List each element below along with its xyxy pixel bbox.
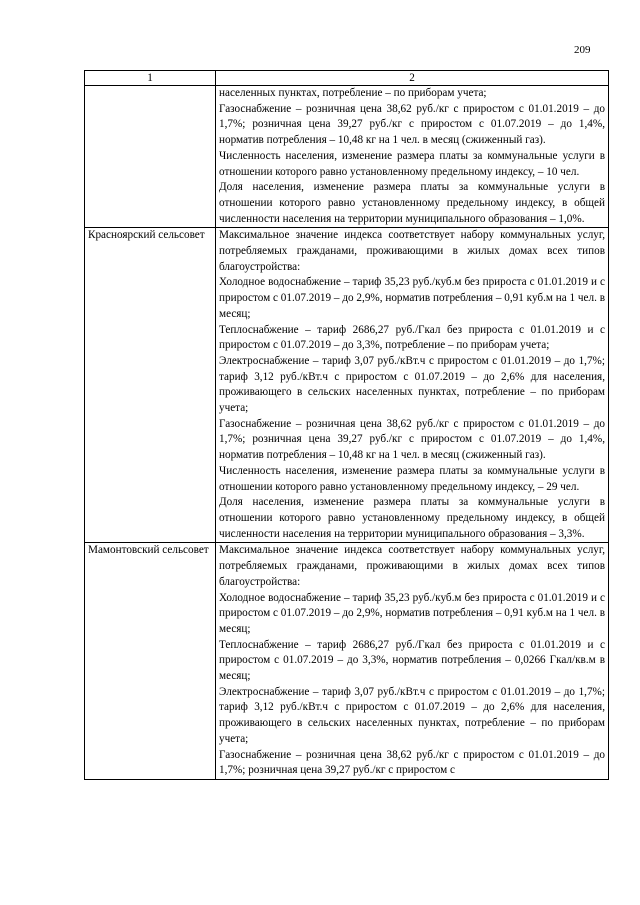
paragraph: Электроснабжение – тариф 3,07 руб./кВт.ч с приростом с 01.01.2019 – до 1,7%; тариф 3,12 руб./кВт.ч с приростом с 01.07.2019 – до 2,6% для населения, проживающего в сельских населенных пунктах, потребление – по приборам учета;: [219, 354, 605, 415]
unit-name: Красноярский сельсовет: [88, 229, 205, 242]
paragraph: Теплоснабжение – тариф 2686,27 руб./Гкал без прироста с 01.01.2019 и с приростом с 01.07.2019 – до 3,3%, норматив потребления – 0,0266 Гкал/кв.м в месяц;: [219, 638, 605, 683]
page-number: 209: [574, 44, 591, 56]
paragraph: населенных пунктах, потребление – по приборам учета;: [219, 87, 487, 99]
paragraph: Газоснабжение – розничная цена 38,62 руб./кг с приростом с 01.01.2019 – до 1,7%; розничная цена 39,27 руб./кг с приростом с: [219, 748, 605, 777]
unit-cell: [85, 228, 216, 543]
description-cell: [216, 543, 609, 780]
description-cell: [216, 86, 609, 228]
column-header-1: 1: [85, 71, 216, 86]
table-header-row: [85, 71, 609, 86]
paragraph: Численность населения, изменение размера платы за коммунальные услуги в отношении которого равно установленному предельному индексу, – 29 чел.: [219, 464, 605, 493]
paragraph: Холодное водоснабжение – тариф 35,23 руб./куб.м без прироста с 01.01.2019 и с приростом с 01.07.2019 – до 2,9%, норматив потребления – 0,91 куб.м на 1 чел. в месяц;: [219, 276, 605, 320]
table-row: [85, 228, 609, 543]
paragraph: Газоснабжение – розничная цена 38,62 руб./кг с приростом с 01.01.2019 – до 1,7%; розничная цена 39,27 руб./кг с приростом с 01.07.2019 – до 1,4%, норматив потребления – 10,48 кг на 1 чел. в месяц (сжиженный газ).: [219, 102, 605, 147]
document-table: [84, 70, 609, 780]
column-header-2: 2: [216, 71, 609, 86]
description-cell: [216, 228, 609, 543]
paragraph: Максимальное значение индекса соответствует набору коммунальных услуг, потребляемых гражданами, проживающими в жилых домах всех типов благоустройства:: [219, 544, 605, 588]
paragraph: Численность населения, изменение размера платы за коммунальные услуги в отношении которого равно установленному предельному индексу, – 10 чел.: [219, 149, 605, 178]
paragraph: Доля населения, изменение размера платы за коммунальные услуги в отношении которого равно установленному предельному индексу, в общей численности населения на территории муниципального образования – 1,0%.: [219, 181, 605, 225]
paragraph: Максимальное значение индекса соответствует набору коммунальных услуг, потребляемых гражданами, проживающими в жилых домах всех типов благоустройства:: [219, 229, 605, 273]
table-row: [85, 543, 609, 780]
paragraph: Теплоснабжение – тариф 2686,27 руб./Гкал без прироста с 01.01.2019 и с приростом с 01.07.2019 – до 3,3%, потребление – по приборам учета;: [219, 323, 605, 352]
paragraph: Электроснабжение – тариф 3,07 руб./кВт.ч с приростом с 01.01.2019 – до 1,7%; тариф 3,12 руб./кВт.ч с приростом с 01.07.2019 – до 2,6% для населения, проживающего в сельских населенных пунктах, потребление – по приборам учета;: [219, 685, 605, 745]
table-row: [85, 86, 609, 228]
paragraph: Газоснабжение – розничная цена 38,62 руб./кг с приростом с 01.01.2019 – до 1,7%; розничная цена 39,27 руб./кг с приростом с 01.07.2019 – до 1,4%, норматив потребления – 10,48 кг на 1 чел. в месяц (сжиженный газ).: [219, 417, 605, 462]
unit-cell: [85, 86, 216, 228]
paragraph: Холодное водоснабжение – тариф 35,23 руб./куб.м без прироста с 01.01.2019 и с приростом с 01.07.2019 – до 2,9%, норматив потребления – 0,91 куб.м на 1 чел. в месяц;: [219, 591, 605, 635]
unit-cell: [85, 543, 216, 780]
paragraph: Доля населения, изменение размера платы за коммунальные услуги в отношении которого равно установленному предельному индексу, в общей численности населения на территории муниципального образования – 3,3%.: [219, 496, 605, 540]
unit-name: Мамонтовский сельсовет: [88, 544, 209, 557]
